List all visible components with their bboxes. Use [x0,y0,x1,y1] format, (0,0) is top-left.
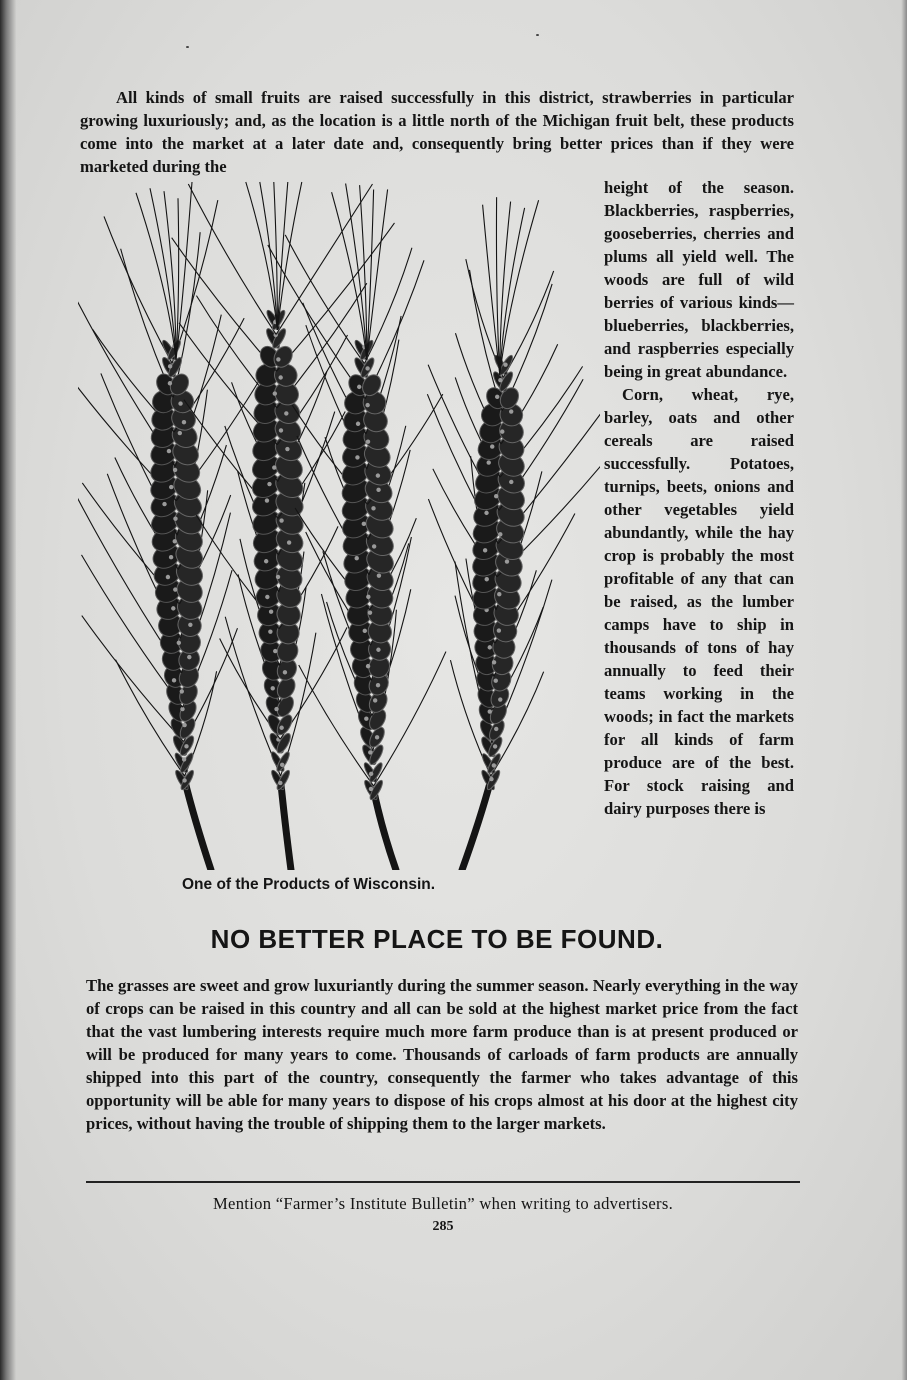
side-paragraph-crops: Corn, wheat, rye, barley, oats and other cereals are raised successfully. Potatoes, turnips, beets, onions and other vegetables yield abundantly, while the hay crop is probably the most profitable of any that can be raised, as the lumber camps have to ship in thousands of tons of hay annually to feed their teams working in the woods; in fact the markets for all kinds of farm produce are of the best. For stock raising and dairy purposes there is [604,385,794,818]
scan-speck [536,34,539,36]
body-paragraph: The grasses are sweet and grow luxuriantly during the summer season. Nearly everything in the way of crops can be raised in this country and all can be sold at the highest market price from the fact that the vast lumbering interests require much more farm produce than is at present produced or will be produced for many years to come. Thousands of carloads of farm products are annually shipped into this part of the country, consequently the farmer who takes advantage of this opportunity will be able for many years to dispose of his crops almost at his door at the highest city prices, without having the trouble of shipping them to the larger markets. [86,976,798,1133]
side-column [604,176,794,820]
page-edge-shadow [901,0,907,1380]
footer-notice: Mention “Farmer’s Institute Bulletin” when writing to advertisers. [212,1194,674,1213]
side-paragraph-fruits: height of the season. Blackberries, raspberries, gooseberries, cherries and plums all yield well. The woods are full of wild berries of various kinds—blueberries, blackberries, and raspberries especially being in great abundance. [604,178,794,381]
wheat-heads-illustration [78,180,600,870]
page-number: 285 [432,1219,454,1234]
intro-paragraph: All kinds of small fruits are raised successfully in this district, strawberries in particular growing luxuriously; and, as the location is a little north of the Michigan fruit belt, these products come into the market at a later date and, consequently bring better prices than if they were marketed during the [80,88,794,176]
illustration-caption: One of the Products of Wisconsin. [182,876,436,893]
scan-speck [186,46,189,48]
footer-divider [86,1181,800,1183]
section-headline: NO BETTER PLACE TO BE FOUND. [210,924,664,954]
page-binding-shadow [0,0,16,1380]
